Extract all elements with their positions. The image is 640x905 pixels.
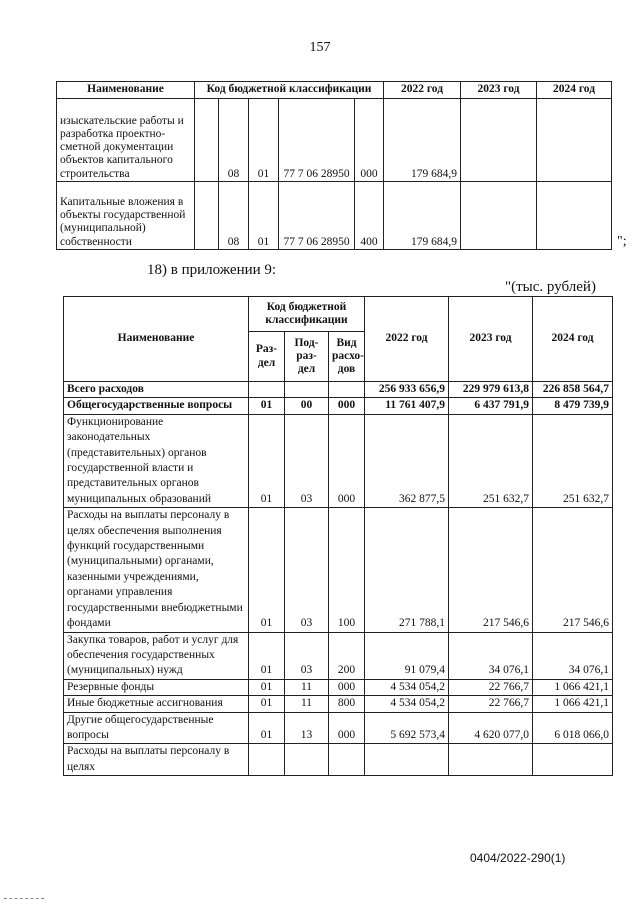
row-2024: 34 076,1 — [533, 632, 613, 679]
row-2024 — [537, 99, 612, 182]
row-2024: 8 479 739,9 — [533, 398, 613, 414]
row-vid — [329, 382, 365, 398]
row-2024 — [533, 744, 613, 776]
table-row — [64, 679, 613, 695]
row-2023: 217 546,6 — [449, 508, 533, 632]
row-razdel: 01 — [249, 398, 285, 414]
row-vid: 200 — [329, 632, 365, 679]
table-row — [64, 712, 613, 744]
table-row — [64, 398, 613, 414]
row-2023: 229 979 613,8 — [449, 382, 533, 398]
row-2024: 1 066 421,1 — [533, 679, 613, 695]
row-podrazdel — [285, 744, 329, 776]
row-2022: 4 534 054,2 — [365, 696, 449, 712]
row-2023: 34 076,1 — [449, 632, 533, 679]
row-podrazdel: 00 — [285, 398, 329, 414]
row-vid — [329, 744, 365, 776]
header-code: Код бюджетной классификации — [195, 82, 384, 99]
page-number: 157 — [309, 40, 331, 55]
row-podrazdel: 03 — [285, 508, 329, 632]
header-vid: Вид расхо-дов — [329, 332, 365, 382]
row-2024: 226 858 564,7 — [533, 382, 613, 398]
row-2024: 217 546,6 — [533, 508, 613, 632]
table-body — [64, 382, 613, 776]
row-2023: 6 437 791,9 — [449, 398, 533, 414]
header-code: Код бюджетной классификации — [249, 297, 365, 332]
row-name: Расходы на выплаты персоналу в целях — [64, 744, 249, 776]
row-2023 — [449, 744, 533, 776]
row-razdel: 01 — [249, 712, 285, 744]
margin-mark — [4, 898, 44, 901]
table-row — [57, 99, 612, 182]
row-2024 — [537, 182, 612, 250]
row-razdel: 01 — [249, 508, 285, 632]
budget-table-continued — [56, 81, 612, 250]
row-razdel — [249, 382, 285, 398]
row-razdel: 01 — [249, 632, 285, 679]
row-2022: 362 877,5 — [365, 414, 449, 507]
row-name: Иные бюджетные ассигнования — [64, 696, 249, 712]
row-2022: 4 534 054,2 — [365, 679, 449, 695]
row-2023: 22 766,7 — [449, 696, 533, 712]
units-label: "(тыс. рублей) — [505, 279, 596, 295]
row-vid: 400 — [355, 182, 384, 250]
row-podrazdel: 11 — [285, 679, 329, 695]
row-name: Закупка товаров, работ и услуг для обеспечения государственных (муниципальных) нужд — [64, 632, 249, 679]
row-vid: 000 — [329, 398, 365, 414]
row-vid: 100 — [329, 508, 365, 632]
section-title: 18) в приложении 9: — [147, 262, 277, 278]
row-name: Общегосударственные вопросы — [64, 398, 249, 414]
header-2023: 2023 год — [461, 82, 537, 99]
row-2023 — [461, 99, 537, 182]
row-podrazdel: 03 — [285, 414, 329, 507]
header-2024: 2024 год — [537, 82, 612, 99]
document-code: 0404/2022-290(1) — [470, 851, 566, 865]
table-row — [64, 632, 613, 679]
table-row — [64, 414, 613, 507]
row-name: изыскательские работы и разработка проектно-сметной документации объектов капитального строительства — [57, 99, 195, 182]
row-podrazdel: 03 — [285, 632, 329, 679]
row-2022: 179 684,9 — [384, 99, 461, 182]
row-2024: 1 066 421,1 — [533, 696, 613, 712]
row-2024: 6 018 066,0 — [533, 712, 613, 744]
row-razdel: 08 — [219, 99, 249, 182]
row-2022: 179 684,9 — [384, 182, 461, 250]
row-razdel: 08 — [219, 182, 249, 250]
table-row — [57, 182, 612, 250]
header-2023: 2023 год — [449, 297, 533, 382]
row-vid: 000 — [329, 712, 365, 744]
row-name: Расходы на выплаты персоналу в целях обеспечения выполнения функций государственными (муниципальными) органами, казенными учреждениями, органами управления государственными внебюджетными фондами — [64, 508, 249, 632]
row-name: Капитальные вложения в объекты государственной (муниципальной) собственности — [57, 182, 195, 250]
row-name: Всего расходов — [64, 382, 249, 398]
row-2024: 251 632,7 — [533, 414, 613, 507]
header-2022: 2022 год — [365, 297, 449, 382]
row-2022: 256 933 656,9 — [365, 382, 449, 398]
row-podrazdel: 01 — [249, 182, 279, 250]
row-name: Функционирование законодательных (представительных) органов государственной власти и представительных органов муниципальных образований — [64, 414, 249, 507]
row-2022 — [365, 744, 449, 776]
row-2023: 251 632,7 — [449, 414, 533, 507]
header-razdel: Раз-дел — [249, 332, 285, 382]
row-vid: 000 — [329, 414, 365, 507]
row-name: Резервные фонды — [64, 679, 249, 695]
row-razdel — [249, 744, 285, 776]
row-2022: 271 788,1 — [365, 508, 449, 632]
row-2023 — [461, 182, 537, 250]
row-podrazdel — [285, 382, 329, 398]
budget-table-appendix-9 — [63, 296, 613, 776]
header-podrazdel: Под-раз-дел — [285, 332, 329, 382]
row-2023: 4 620 077,0 — [449, 712, 533, 744]
table-row — [64, 744, 613, 776]
row-name: Другие общегосударственные вопросы — [64, 712, 249, 744]
table-row — [64, 382, 613, 398]
row-2023: 22 766,7 — [449, 679, 533, 695]
header-2024: 2024 год — [533, 297, 613, 382]
closing-quote: "; — [617, 234, 627, 249]
row-razdel: 01 — [249, 414, 285, 507]
row-razdel: 01 — [249, 696, 285, 712]
row-csr: 77 7 06 28950 — [279, 99, 355, 182]
table-row — [64, 696, 613, 712]
row-2022: 11 761 407,9 — [365, 398, 449, 414]
table-row — [64, 508, 613, 632]
row-vid: 000 — [355, 99, 384, 182]
row-csr: 77 7 06 28950 — [279, 182, 355, 250]
row-vid: 000 — [329, 679, 365, 695]
row-podrazdel: 13 — [285, 712, 329, 744]
row-vid: 800 — [329, 696, 365, 712]
row-podrazdel: 11 — [285, 696, 329, 712]
header-name: Наименование — [64, 297, 249, 382]
row-2022: 91 079,4 — [365, 632, 449, 679]
row-2022: 5 692 573,4 — [365, 712, 449, 744]
row-podrazdel: 01 — [249, 99, 279, 182]
header-name: Наименование — [57, 82, 195, 99]
header-2022: 2022 год — [384, 82, 461, 99]
row-razdel: 01 — [249, 679, 285, 695]
